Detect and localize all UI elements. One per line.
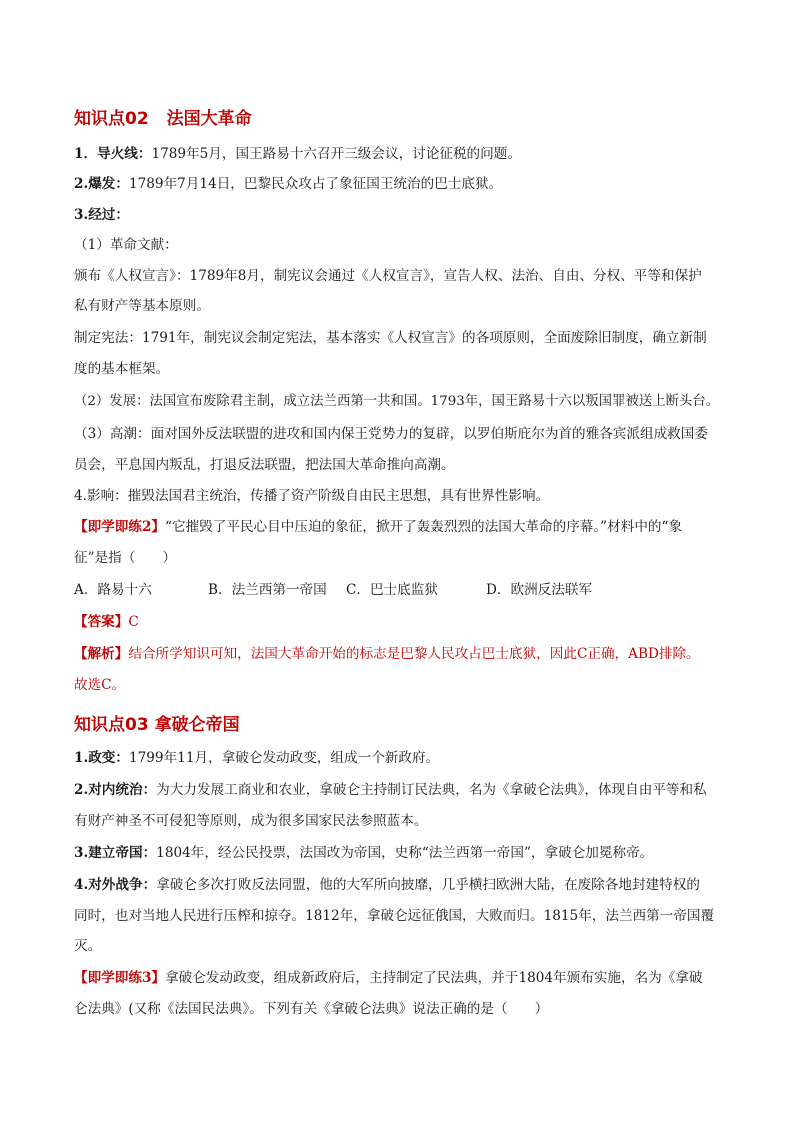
- paragraph-influence: 4.影响：摧毁法国君主统治，传播了资产阶级自由民主思想，具有世界性影响。: [74, 488, 550, 504]
- item-text: 1799年11月，拿破仑发动政变，组成一个新政府。: [128, 750, 440, 766]
- option-c: C．巴士底监狱: [346, 582, 438, 598]
- paragraph-war-line1: [74, 876, 724, 894]
- section-number: 知识点02: [74, 109, 149, 129]
- item-text: 1804年，经公民投票，法国改为帝国，史称“法兰西第一帝国”，拿破仑加冕称帝。: [156, 845, 654, 861]
- option-b: B．法兰西第一帝国: [208, 582, 327, 598]
- paragraph-rights-line2: 私有财产等基本原则。: [74, 298, 210, 314]
- paragraph-process: [74, 206, 724, 224]
- item-text: 为大力发展工商业和农业，拿破仑主持制订民法典，名为《拿破仑法典》，体现自由平等和私: [156, 782, 707, 798]
- question-text: 拿破仑发动政变，组成新政府后，主持制定了民法典，并于1804年颁布实施，名为《拿破: [165, 970, 703, 986]
- item-label: 1.政变：: [74, 750, 129, 766]
- analysis-text: 结合所学知识可知，法国大革命开始的标志是巴黎人民攻占巴士底狱，因此C正确，ABD排除。: [128, 646, 700, 662]
- item-label: 2.对内统治：: [74, 782, 157, 798]
- subheading-documents: （1）革命文献：: [74, 237, 178, 253]
- exercise-tag: 【即学即练3】: [74, 970, 166, 986]
- option-a: A．路易十六: [74, 582, 152, 598]
- section-number: 知识点03: [74, 715, 149, 735]
- item-text: 1789年5月，国王路易十六召开三级会议，讨论征税的问题。: [151, 146, 521, 162]
- section-title: 法国大革命: [166, 109, 252, 129]
- section-title: 拿破仑帝国: [154, 715, 240, 735]
- paragraph-rights-line1: 颁布《人权宣言》：1789年8月，制宪议会通过《人权宣言》，宣告人权、法治、自由、分权、平等和保护: [74, 268, 702, 284]
- option-d: D．欧洲反法联军: [486, 582, 593, 598]
- item-label: 1．导火线：: [74, 146, 152, 162]
- exercise-tag: 【即学即练2】: [74, 519, 166, 535]
- answer-tag: 【答案】: [74, 614, 129, 630]
- paragraph-empire: [74, 844, 724, 862]
- section-heading-kp03: [74, 710, 240, 735]
- answer-value: C: [128, 614, 139, 630]
- item-text: 拿破仑多次打败反法同盟，他的大军所向披靡，几乎横扫欧洲大陆，在废除各地封建特权的: [156, 877, 700, 893]
- exercise2-question-line2: 征”是指（ ）: [74, 550, 177, 566]
- paragraph-climax-line1: （3）高潮：面对国外反法联盟的进攻和国内保王党势力的复辟，以罗伯斯庇尔为首的雅各宾派组成救国委: [74, 426, 708, 442]
- paragraph-constitution-line2: 度的基本框架。: [74, 361, 170, 377]
- item-text: 1789年7月14日，巴黎民众攻占了象征国王统治的巴士底狱。: [128, 176, 503, 192]
- paragraph-constitution-line1: 制定宪法：1791年，制宪议会制定宪法，基本落实《人权宣言》的各项原则，全面废除旧制度，确立新制: [74, 330, 707, 346]
- exercise2-question-line1: [74, 518, 724, 536]
- exercise3-question-line2: 仑法典》(又称《法国民法典》。下列有关《拿破仑法典》说法正确的是（ ）: [74, 1001, 549, 1017]
- paragraph-war-line3: 灭。: [74, 938, 102, 954]
- exercise2-options: [74, 581, 724, 599]
- paragraph-internal-line1: [74, 781, 724, 799]
- paragraph-trigger: [74, 145, 724, 163]
- exercise2-answer: [74, 613, 724, 631]
- exercise3-question-line1: [74, 969, 724, 987]
- exercise2-analysis-line1: [74, 645, 724, 663]
- analysis-tag: 【解析】: [74, 646, 129, 662]
- item-label: 2.爆发：: [74, 176, 129, 192]
- item-label: 3.建立帝国：: [74, 845, 157, 861]
- paragraph-climax-line2: 员会，平息国内叛乱，打退反法联盟，把法国大革命推向高潮。: [74, 457, 455, 473]
- paragraph-internal-line2: 有财产神圣不可侵犯等原则，成为很多国家民法参照蓝本。: [74, 813, 428, 829]
- paragraph-outbreak: [74, 175, 724, 193]
- item-label: 4.对外战争：: [74, 877, 157, 893]
- item-label: 3.经过：: [74, 207, 129, 223]
- section-heading-kp02: [74, 104, 252, 129]
- paragraph-development: （2）发展：法国宣布废除君主制，成立法兰西第一共和国。1793年，国王路易十六以叛国罪被送上断头台。: [74, 394, 720, 409]
- paragraph-coup: [74, 749, 724, 767]
- paragraph-war-line2: 同时，也对当地人民进行压榨和掠夺。1812年，拿破仑远征俄国，大败而归。1815年，法兰西第一帝国覆: [74, 908, 715, 924]
- exercise2-analysis-line2: 故选C。: [74, 677, 126, 693]
- question-text: “它摧毁了平民心目中压迫的象征，掀开了轰轰烈烈的法国大革命的序幕。”材料中的“象: [165, 519, 683, 535]
